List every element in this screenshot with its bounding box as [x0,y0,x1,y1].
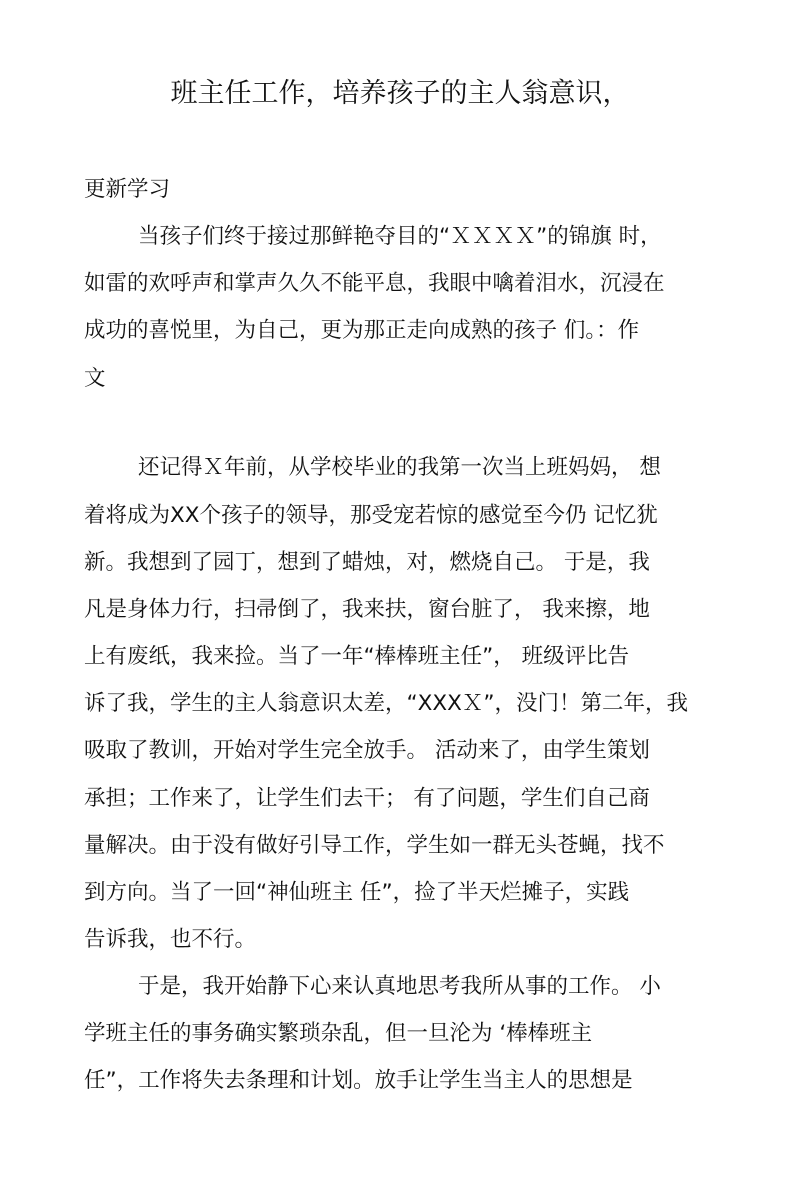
text-line: 吸取了教训，开始对学生完全放手。 活动来了，由学生策划 [84,738,650,763]
text-line: 承担；工作来了，让学生们去干； 有了问题，学生们自己商 [84,786,650,811]
text-line: 新。我想到了园丁，想到了蜡烛，对，燃烧自己。 于是，我 [84,550,650,575]
document-title: 班主任工作，培养孩子的主人翁意识， [170,78,630,109]
text-line: 诉了我，学生的主人翁意识太差，“XXXＸ”，没门！第二年，我 [84,691,688,716]
text-line: 还记得Ｘ年前，从学校毕业的我第一次当上班妈妈， 想 [138,455,661,480]
text-line: 学班主任的事务确实繁琐杂乱，但一旦沦为 ‘棒棒班主 [84,1021,593,1046]
text-line: 于是，我开始静下心来认真地思考我所从事的工作。 小 [138,974,661,999]
text-line: 到方向。当了一回“神仙班主 任”，捡了半天烂摊子，实践 [84,880,630,905]
text-line: 文 [84,366,106,391]
text-line: 任”，工作将失去条理和计划。放手让学生当主人的思想是 [84,1068,633,1093]
text-line: 当孩子们终于接过那鲜艳夺目的“ＸＸＸＸ”的锦旗 时， [138,224,662,249]
text-line: 成功的喜悦里，为自己，更为那正走向成熟的孩子 们。：作 [84,318,640,343]
text-line: 上有废纸，我来捡。当了一年“棒棒班主任”， 班级评比告 [84,644,630,669]
text-line: 着将成为XX个孩子的领导，那受宠若惊的感觉至今仍 记忆犹 [84,503,658,528]
text-line: 凡是身体力行，扫帚倒了，我来扶，窗台脏了， 我来擦，地 [84,597,650,622]
text-line: 告诉我，也不行。 [84,927,257,952]
text-line: 如雷的欢呼声和掌声久久不能平息，我眼中噙着泪水，沉浸在 [84,271,665,296]
text-line: 更新学习 [84,177,171,202]
text-line: 量解决。由于没有做好引导工作，学生如一群无头苍蝇，找不 [84,833,665,858]
